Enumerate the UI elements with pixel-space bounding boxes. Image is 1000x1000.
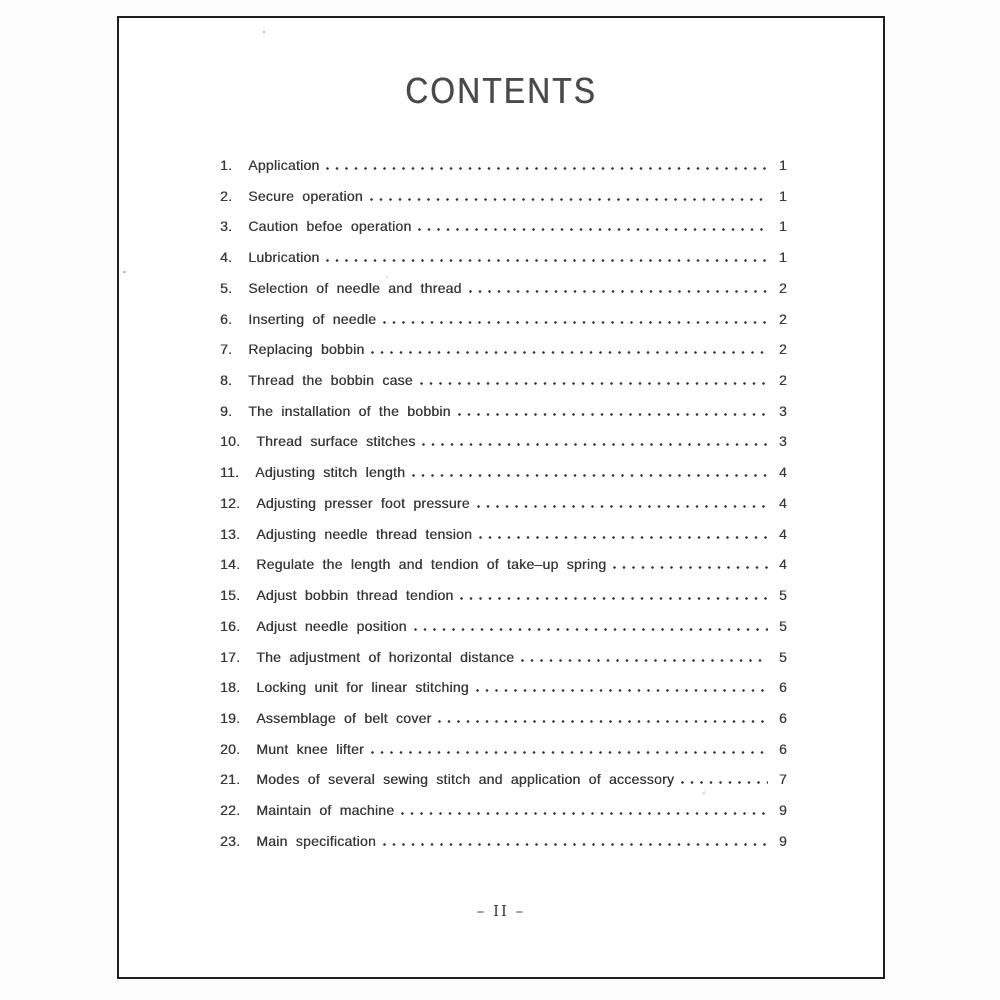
- toc-entry-title: Locking unit for linear stitching: [256, 679, 469, 696]
- toc-entry-number: 16.: [220, 617, 241, 634]
- toc-entry-title: Main specification: [256, 832, 376, 849]
- toc-entry-page: 2: [778, 372, 787, 389]
- toc-entry-title: Thread the bobbin case: [248, 372, 413, 389]
- toc-entry-page: 9: [778, 832, 787, 849]
- toc-entry-title: Modes of several sewing stitch and application of accessory: [256, 771, 675, 788]
- toc-entry-number: 22.: [220, 802, 241, 819]
- toc-entry: [220, 150, 787, 181]
- toc-entry-page: 4: [778, 494, 787, 511]
- toc-entry-page: 4: [778, 464, 787, 481]
- toc-entry-title: Adjusting stitch length: [255, 464, 406, 481]
- toc-entry-number: 10.: [220, 433, 241, 450]
- toc-entry: [220, 334, 787, 365]
- scan-speck: [123, 271, 126, 273]
- toc-entry: [220, 242, 787, 273]
- toc-entry: [220, 488, 787, 519]
- toc-entry-page: 6: [778, 679, 787, 696]
- toc-entry-number: 3.: [220, 218, 233, 235]
- dot-leader: [411, 620, 768, 631]
- toc-entry: [220, 672, 787, 703]
- scan-speck: [263, 31, 265, 33]
- dot-leader: [380, 313, 768, 324]
- dot-leader: [474, 497, 768, 508]
- toc-entry: [220, 457, 787, 488]
- dot-leader: [380, 835, 768, 846]
- toc-entry: [220, 396, 787, 427]
- toc-entry-number: 20.: [220, 740, 241, 757]
- toc-entry-title: The adjustment of horizontal distance: [256, 648, 515, 665]
- toc-entry: [220, 549, 787, 580]
- toc-entry-number: 12.: [220, 494, 241, 511]
- dot-leader: [455, 405, 768, 416]
- toc-entry-title: Selection of needle and thread: [248, 279, 462, 296]
- toc-entry-number: 21.: [220, 771, 241, 788]
- toc-entry-title: Maintain of machine: [256, 802, 395, 819]
- toc-entry-page: 1: [778, 157, 787, 173]
- toc-entry-page: 6: [778, 740, 787, 757]
- document-page: [117, 16, 885, 979]
- toc-entry-number: 7.: [220, 341, 233, 358]
- dot-leader: [476, 528, 768, 539]
- toc-entry-title: Adjust needle position: [256, 617, 407, 634]
- dot-leader: [457, 589, 768, 600]
- toc-entry-title: Thread surface stitches: [256, 433, 416, 450]
- toc-entry-page: 5: [778, 587, 787, 604]
- toc-entry-page: 9: [778, 802, 787, 819]
- toc-entry: [220, 826, 787, 857]
- toc-entry-page: 3: [778, 402, 787, 419]
- table-of-contents: [220, 150, 787, 857]
- toc-entry-number: 2.: [220, 187, 233, 204]
- toc-entry-page: 7: [778, 771, 787, 788]
- toc-entry-title: Adjust bobbin thread tendion: [256, 587, 454, 604]
- toc-entry-page: 1: [778, 187, 787, 204]
- dot-leader: [409, 466, 768, 477]
- dot-leader: [419, 435, 768, 446]
- toc-entry: [220, 426, 787, 457]
- toc-entry-number: 19.: [220, 709, 241, 726]
- toc-entry-page: 3: [778, 433, 787, 450]
- dot-leader: [518, 651, 768, 662]
- toc-entry-number: 4.: [220, 249, 233, 266]
- toc-entry-number: 8.: [220, 372, 233, 389]
- toc-entry: [220, 580, 787, 611]
- toc-entry-title: The installation of the bobbin: [248, 402, 451, 419]
- toc-entry: [220, 734, 787, 765]
- dot-leader: [367, 190, 768, 201]
- toc-entry-number: 17.: [220, 648, 241, 665]
- toc-entry-title: Lubrication: [248, 249, 320, 266]
- toc-entry: [220, 642, 787, 673]
- toc-entry-number: 1.: [220, 157, 233, 173]
- toc-entry: [220, 365, 787, 396]
- dot-leader: [415, 220, 768, 231]
- toc-entry-page: 5: [778, 648, 787, 665]
- toc-entry: [220, 703, 787, 734]
- toc-entry: [220, 519, 787, 550]
- toc-entry-title: Regulate the length and tendion of take–up spring: [256, 556, 607, 573]
- toc-entry-number: 6.: [220, 310, 233, 327]
- toc-entry: [220, 795, 787, 826]
- toc-entry-page: 5: [778, 617, 787, 634]
- scan-speck: [386, 276, 388, 278]
- toc-entry: [220, 273, 787, 304]
- toc-entry: [220, 764, 787, 795]
- toc-entry-page: 1: [778, 249, 787, 266]
- dot-leader: [678, 773, 768, 784]
- dot-leader: [323, 251, 768, 262]
- toc-entry: [220, 211, 787, 242]
- toc-entry-page: 4: [778, 525, 787, 542]
- toc-entry-title: Adjusting presser foot pressure: [256, 494, 470, 511]
- toc-entry-page: 4: [778, 556, 787, 573]
- toc-entry-title: Inserting of needle: [248, 310, 377, 327]
- page-title: CONTENTS: [405, 70, 597, 111]
- dot-leader: [368, 343, 768, 354]
- dot-leader: [466, 282, 768, 293]
- dot-leader: [610, 558, 768, 569]
- toc-entry-number: 9.: [220, 402, 233, 419]
- toc-entry-title: Caution befoe operation: [248, 218, 412, 235]
- toc-entry-title: Secure operation: [248, 187, 363, 204]
- toc-entry-number: 23.: [220, 832, 241, 849]
- toc-entry-number: 11.: [220, 464, 240, 481]
- toc-entry: [220, 304, 787, 335]
- toc-entry-title: Replacing bobbin: [248, 341, 365, 358]
- dot-leader: [473, 681, 768, 692]
- dot-leader: [368, 743, 768, 754]
- toc-entry-number: 5.: [220, 279, 233, 296]
- toc-entry-title: Assemblage of belt cover: [256, 709, 432, 726]
- page-number-footer: – II –: [476, 902, 526, 920]
- toc-entry-page: 2: [778, 310, 787, 327]
- dot-leader: [323, 159, 768, 170]
- toc-entry: [220, 181, 787, 212]
- dot-leader: [398, 804, 768, 815]
- toc-entry-page: 6: [778, 709, 787, 726]
- toc-entry-number: 15.: [220, 587, 241, 604]
- toc-entry-number: 13.: [220, 525, 241, 542]
- toc-entry: [220, 611, 787, 642]
- dot-leader: [435, 712, 768, 723]
- toc-entry-title: Adjusting needle thread tension: [256, 525, 473, 542]
- toc-entry-title: Munt knee lifter: [256, 740, 364, 757]
- toc-entry-page: 2: [778, 341, 787, 358]
- toc-entry-page: 1: [778, 218, 787, 235]
- toc-entry-number: 18.: [220, 679, 241, 696]
- toc-entry-number: 14.: [220, 556, 241, 573]
- toc-entry-page: 2: [778, 279, 787, 296]
- toc-entry-title: Application: [248, 157, 320, 173]
- dot-leader: [417, 374, 768, 385]
